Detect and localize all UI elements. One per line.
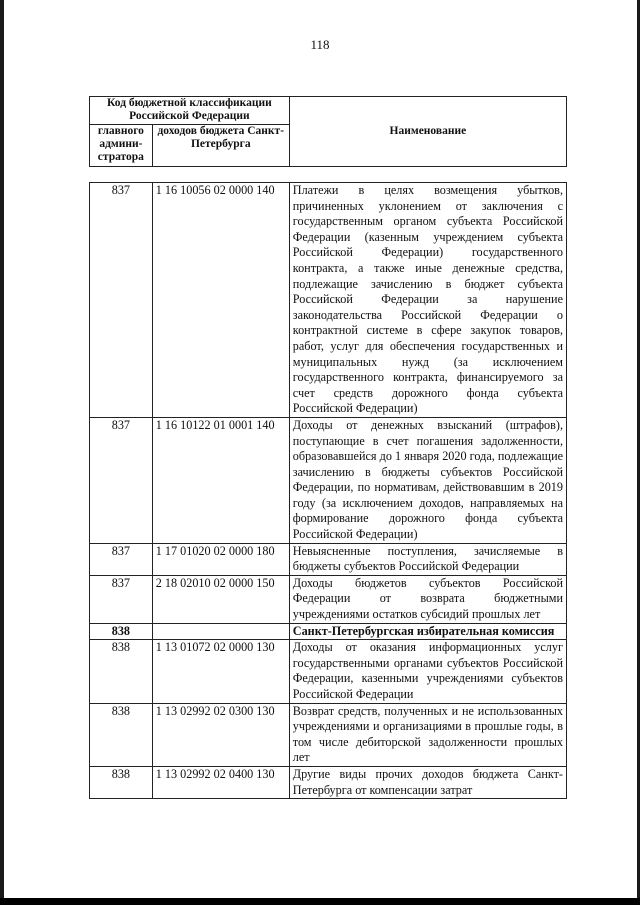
income-name: Доходы от денежных взысканий (штрафов), поступающие в счет погашения задолженности, образовавшейся до 1 января 2020 года, подлежащие зачислению в бюджеты субъектов Российской Федерации, по нормативам, действовавшим в 2019 году (за исключением доходов, направляемых на формирование дорожного фонда субъекта Российской Федерации) <box>289 417 566 543</box>
income-code: 1 13 02992 02 0300 130 <box>152 703 289 766</box>
table-row <box>90 640 567 703</box>
scan-frame-left <box>0 0 4 905</box>
income-code: 1 16 10056 02 0000 140 <box>152 183 289 418</box>
income-code: 1 16 10122 01 0001 140 <box>152 417 289 543</box>
income-name: Возврат средств, полученных и не использованных учреждениями и организациями в прошлые годы, в том числе дебиторской задолженности прошлых лет <box>289 703 566 766</box>
table-row <box>90 766 567 798</box>
income-name: Доходы бюджетов субъектов Российской Федерации от возврата бюджетными учреждениями остатков субсидий прошлых лет <box>289 575 566 623</box>
header-name: Наименование <box>289 97 566 167</box>
table-row <box>90 543 567 575</box>
admin-code: 838 <box>90 766 153 798</box>
admin-code: 838 <box>90 640 153 703</box>
income-code: 1 17 01020 02 0000 180 <box>152 543 289 575</box>
admin-code: 837 <box>90 543 153 575</box>
table-row <box>90 417 567 543</box>
table-row-section <box>90 623 567 640</box>
income-name: Невыясненные поступления, зачисляемые в бюджеты субъектов Российской Федерации <box>289 543 566 575</box>
header-admin: главного админи-стратора <box>90 125 153 167</box>
table-body <box>89 182 567 799</box>
income-code: 1 13 01072 02 0000 130 <box>152 640 289 703</box>
income-name: Платежи в целях возмещения убытков, причиненных уклонением от заключения с государственным органом субъекта Российской Федерации (казенным учреждением субъекта Российской Федерации) государственного контракта, а также иные денежные средства, подлежащие зачислению в бюджет субъекта Российской Федерации за нарушение законодательства Российской Федерации о контрактной системе в сфере закупок товаров, работ, услуг для обеспечения государственных и муниципальных нужд (за исключением государственного контракта, финансируемого за счет средств дорожного фонда субъекта Российской Федерации) <box>289 183 566 418</box>
admin-code: 838 <box>90 623 153 640</box>
income-code: 1 13 02992 02 0400 130 <box>152 766 289 798</box>
admin-code: 838 <box>90 703 153 766</box>
income-code <box>152 623 289 640</box>
income-name: Другие виды прочих доходов бюджета Санкт-Петербурга от компенсации затрат <box>289 766 566 798</box>
scan-frame-bottom <box>0 898 640 905</box>
admin-code: 837 <box>90 575 153 623</box>
table-row <box>90 575 567 623</box>
section-title: Санкт-Петербургская избирательная комиссия <box>289 623 566 640</box>
table-row <box>90 703 567 766</box>
admin-code: 837 <box>90 417 153 543</box>
page-number: 118 <box>310 37 330 52</box>
income-name: Доходы от оказания информационных услуг государственными органами субъектов Российской Федерации, казенными учреждениями субъектов Российской Федерации <box>289 640 566 703</box>
table-header <box>89 96 567 167</box>
admin-code: 837 <box>90 183 153 418</box>
header-income: доходов бюджета Санкт-Петербурга <box>152 125 289 167</box>
header-code-group: Код бюджетной классификации Российской Федерации <box>90 97 290 125</box>
table-row <box>90 183 567 418</box>
income-code: 2 18 02010 02 0000 150 <box>152 575 289 623</box>
